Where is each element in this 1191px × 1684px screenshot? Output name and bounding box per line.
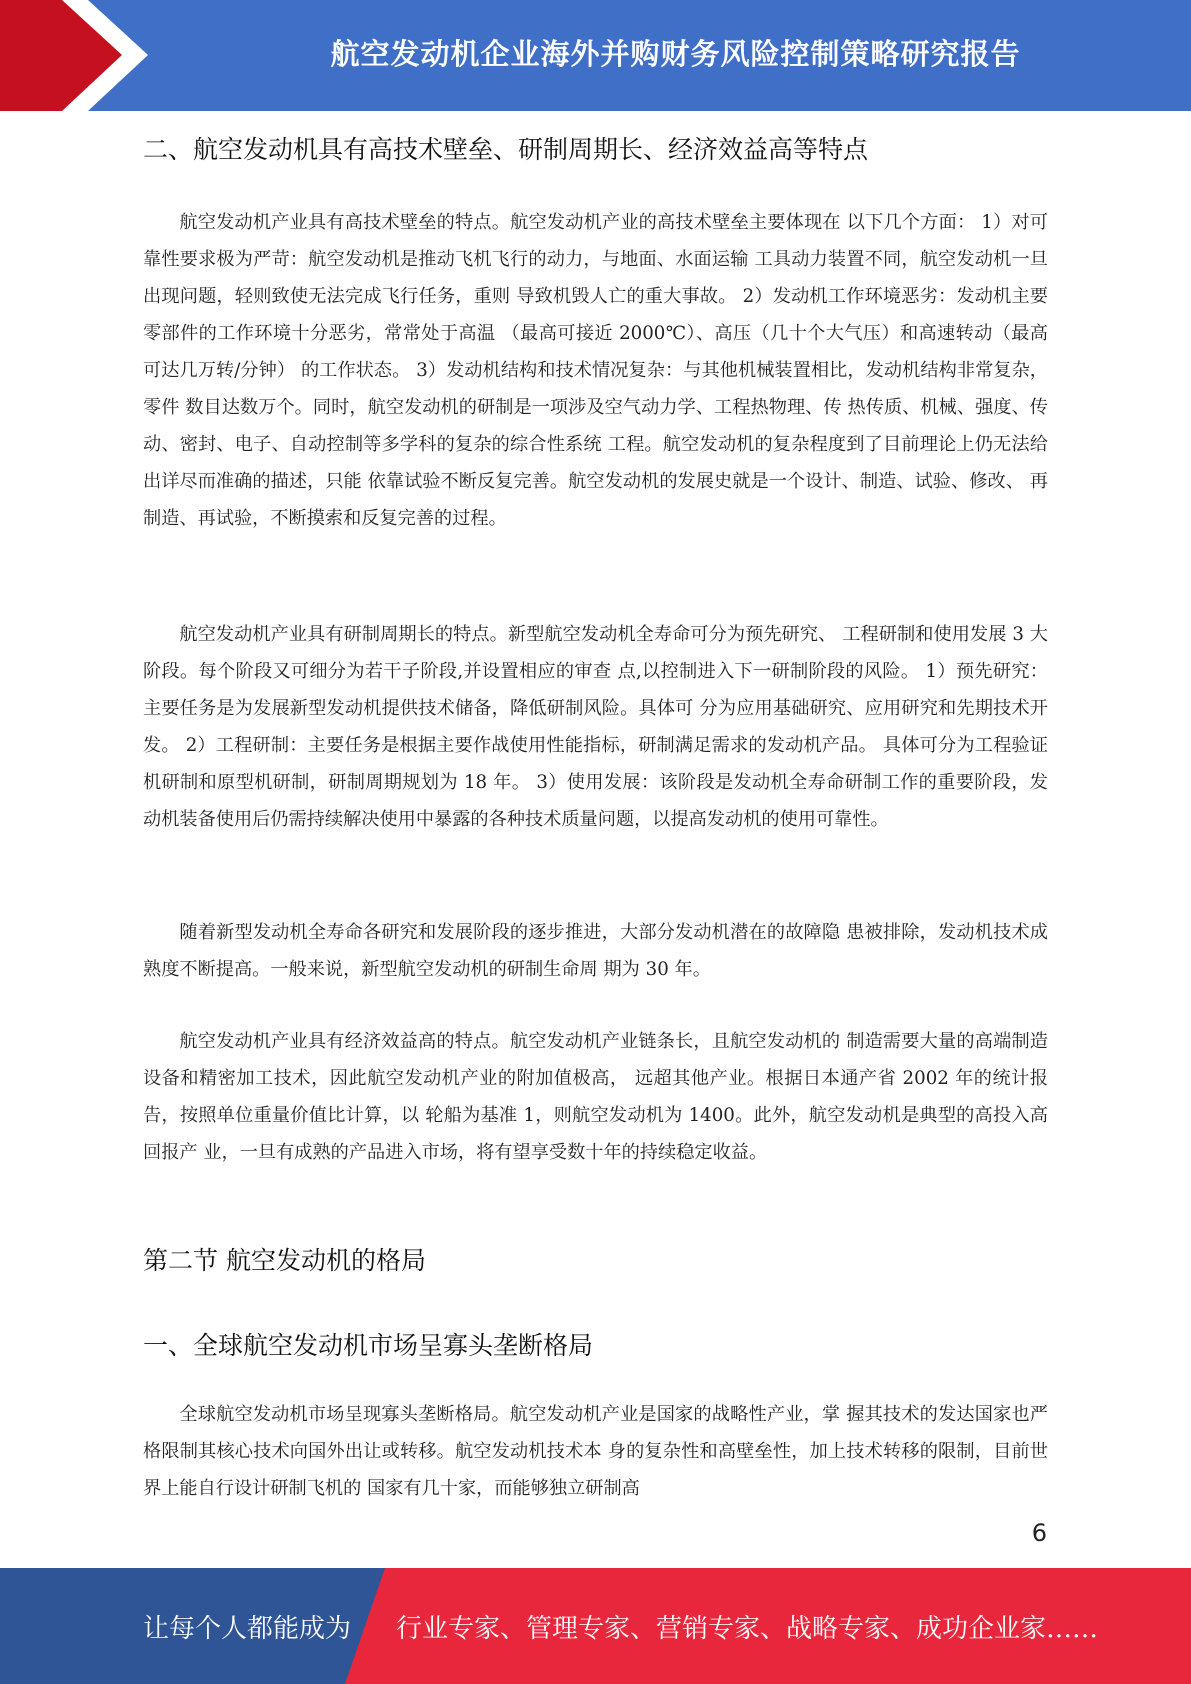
paragraph: 航空发动机产业具有高技术壁垒的特点。航空发动机产业的高技术壁垒主要体现在 以下几个方面： 1）对可靠性要求极为严苛：航空发动机是推动飞机飞行的动力，与地面、水面运输 工具动力装置不同，航空发动机一旦出现问题，轻则致使无法完成飞行任务，重则 导致机毁人亡的重大事故。 2）发动机工作环境恶劣：发动机主要零部件的工作环境十分恶劣，常常处于高温 （最高可接近 2000℃）、高压（几十个大气压）和高速转动（最高可达几万转/分钟） 的工作状态。 3）发动机结构和技术情况复杂：与其他机械装置相比，发动机结构非常复杂，零件 数目达数万个。同时，航空发动机的研制是一项涉及空气动力学、工程热物理、传 热传质、机械、强度、传动、密封、电子、自动控制等多学科的复杂的综合性系统 工程。航空发动机的复杂程度到了目前理论上仍无法给出详尽而准确的描述，只能 依靠试验不断反复完善。航空发动机的发展史就是一个设计、制造、试验、修改、 再制造、再试验，不断摸索和反复完善的过程。 — [143, 212, 1048, 529]
page-number: 6 — [1031, 1519, 1047, 1547]
red-chevron-decoration — [0, 0, 160, 111]
footer-slogan-left: 让每个人都能成为 — [143, 1613, 352, 1644]
footer-banner — [0, 1568, 1191, 1684]
paragraph: 全球航空发动机市场呈现寡头垄断格局。航空发动机产业是国家的战略性产业，掌 握其技术的发达国家也严格限制其核心技术向国外出让或转移。航空发动机技术本 身的复杂性和高壁垒性，加上技术转移的限制，目前世界上能自行设计研制飞机的 国家有几十家，而能够独立研制高 — [143, 1404, 1048, 1499]
section-heading-market: 一、全球航空发动机市场呈寡头垄断格局 — [143, 1331, 594, 1360]
paragraph: 航空发动机产业具有经济效益高的特点。航空发动机产业链条长，且航空发动机的 制造需要大量的高端制造设备和精密加工技术，因此航空发动机产业的附加值极高， 远超其他产业。根据日本通产省 2002 年的统计报告，按照单位重量价值比计算，以 轮船为基准 1，则航空发动机为 1400。此外，航空发动机是典型的高投入高回报产 业，一旦有成熟的产品进入市场，将有望享受数十年的持续稳定收益。 — [143, 1031, 1048, 1163]
header-banner — [0, 0, 1191, 111]
footer-slogan-right: 行业专家、管理专家、营销专家、战略专家、成功企业家…… — [396, 1613, 1099, 1644]
report-title: 航空发动机企业海外并购财务风险控制策略研究报告 — [330, 36, 1021, 71]
paragraph: 航空发动机产业具有研制周期长的特点。新型航空发动机全寿命可分为预先研究、 工程研制和使用发展 3 大阶段。每个阶段又可细分为若干子阶段,并设置相应的审查 点,以控制进入下一研制阶段的风险。 1）预先研究：主要任务是为发展新型发动机提供技术储备，降低研制风险。具体可 分为应用基础研究、应用研究和先期技术开发。 2）工程研制：主要任务是根据主要作战使用性能指标，研制满足需求的发动机产品。 具体可分为工程验证机研制和原型机研制，研制周期规划为 18 年。 3）使用发展：该阶段是发动机全寿命研制工作的重要阶段，发动机装备使用后仍需持续解决使用中暴露的各种技术质量问题，以提高发动机的使用可靠性。 — [143, 624, 1048, 830]
section-heading-features: 二、航空发动机具有高技术壁垒、研制周期长、经济效益高等特点 — [143, 135, 869, 164]
paragraph: 随着新型发动机全寿命各研究和发展阶段的逐步推进，大部分发动机潜在的故障隐 患被排除，发动机技术成熟度不断提高。一般来说，新型航空发动机的研制生命周 期为 30 年。 — [143, 922, 1048, 980]
section-heading-pattern: 第二节 航空发动机的格局 — [143, 1246, 426, 1275]
